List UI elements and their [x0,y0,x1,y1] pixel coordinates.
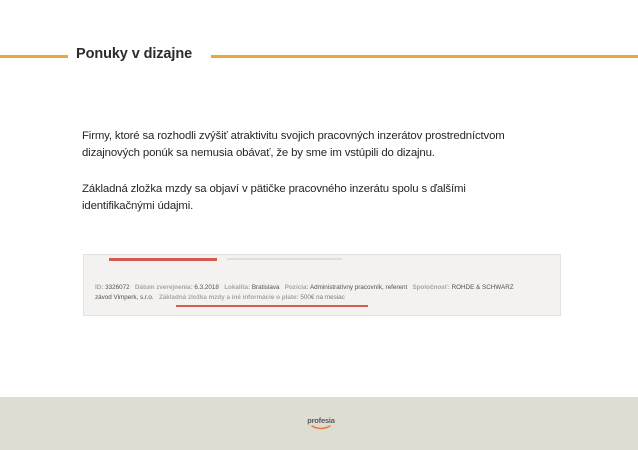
meta-label-company: Spoločnosť: [412,284,450,291]
slide-title: Ponuky v dizajne [76,46,193,62]
meta-label-location: Lokalita: [224,284,251,291]
salary-line-1: Základná zložka mzdy sa objaví v pätičke pracovného inzerátu spolu s ďalšími [82,183,466,195]
meta-value-company: ROHDE & SCHWARZ [451,284,514,291]
meta-label-position: Pozícia: [284,284,309,291]
salary-paragraph [82,181,582,215]
salary-highlight-underline [176,305,368,307]
meta-value-company-cont: závod Vimperk, s.r.o. [95,294,154,301]
screenshot-active-tab-bar [109,258,217,261]
salary-line-2: identifikačnými údajmi. [82,200,194,212]
intro-line-1: Firmy, ktoré sa rozhodli zvýšiť atraktivitu svojich pracovných inzerátov prostredníctvom [82,130,505,142]
meta-value-date: 6.3.2018 [194,284,219,291]
job-ad-footer-screenshot [83,254,561,316]
meta-value-location: Bratislava [251,284,280,291]
meta-label-date: Dátum zverejnenia: [134,284,193,291]
logo-wordmark: profesia [307,416,335,425]
meta-value-salary: 500€ na mesiac [300,294,345,301]
title-rule-left [0,55,68,58]
screenshot-inactive-tab-bar [227,258,342,260]
title-rule-right [211,55,638,58]
meta-label-salary: Základná zložka mzdy a iné informácie o plate: [158,294,299,301]
screenshot-salary-line [95,294,345,301]
meta-label-id: ID: [95,284,104,291]
intro-line-2: dizajnových ponúk sa nemusia obávať, že by sme im vstúpili do dizajnu. [82,147,435,159]
profesia-logo [306,416,336,430]
intro-paragraph [82,128,582,162]
meta-value-position: Administratívny pracovník, referent [309,284,408,291]
meta-value-id: 3326072 [105,284,130,291]
logo-smile-icon [310,425,332,430]
screenshot-meta-line [95,284,514,291]
